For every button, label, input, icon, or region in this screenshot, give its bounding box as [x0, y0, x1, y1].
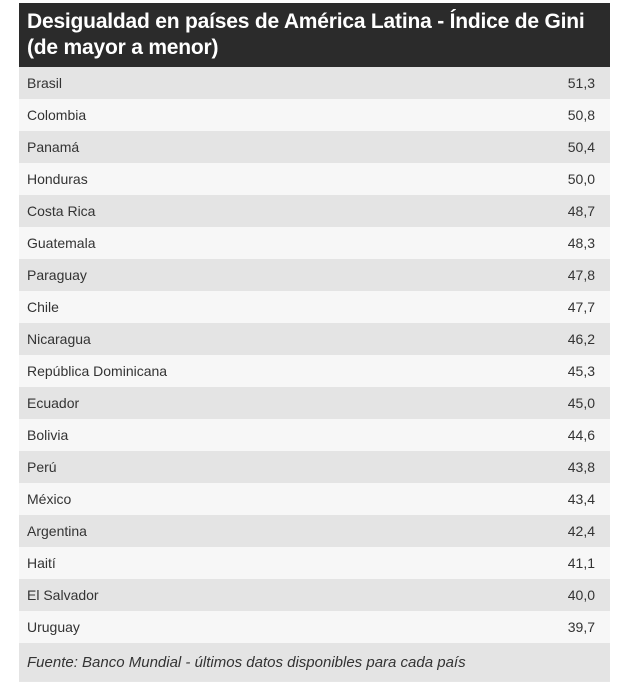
gini-value-cell: 45,3	[567, 363, 595, 379]
table-row	[19, 483, 610, 515]
gini-value-cell: 48,3	[567, 235, 595, 251]
table-row	[19, 419, 610, 451]
table-row	[19, 611, 610, 643]
table-row	[19, 291, 610, 323]
table-row	[19, 387, 610, 419]
country-cell: Chile	[27, 299, 59, 315]
gini-value-cell: 43,4	[567, 491, 595, 507]
gini-value-cell: 40,0	[567, 587, 595, 603]
gini-value-cell: 46,2	[567, 331, 595, 347]
table-row	[19, 99, 610, 131]
country-cell: Argentina	[27, 523, 87, 539]
gini-value-cell: 47,7	[567, 299, 595, 315]
table-row	[19, 195, 610, 227]
gini-value-cell: 41,1	[567, 555, 595, 571]
country-cell: Nicaragua	[27, 331, 91, 347]
country-cell: Haití	[27, 555, 56, 571]
table-title: Desigualdad en países de América Latina - Índice de Gini (de mayor a menor)	[19, 3, 610, 67]
country-cell: Costa Rica	[27, 203, 96, 219]
gini-value-cell: 48,7	[567, 203, 595, 219]
table-row	[19, 131, 610, 163]
country-cell: Perú	[27, 459, 57, 475]
table-row	[19, 515, 610, 547]
country-cell: Honduras	[27, 171, 88, 187]
table-row	[19, 547, 610, 579]
table-row	[19, 579, 610, 611]
gini-value-cell: 47,8	[567, 267, 595, 283]
gini-value-cell: 44,6	[567, 427, 595, 443]
country-cell: Guatemala	[27, 235, 96, 251]
country-cell: Ecuador	[27, 395, 80, 411]
table-body	[19, 67, 610, 643]
gini-value-cell: 50,0	[567, 171, 595, 187]
country-cell: Colombia	[27, 107, 87, 123]
country-cell: Uruguay	[27, 619, 80, 635]
table-row	[19, 67, 610, 99]
gini-value-cell: 43,8	[567, 459, 595, 475]
table-row	[19, 227, 610, 259]
gini-table	[19, 3, 610, 682]
country-cell: México	[27, 491, 72, 507]
country-cell: El Salvador	[27, 587, 99, 603]
table-row	[19, 323, 610, 355]
gini-value-cell: 42,4	[567, 523, 595, 539]
country-cell: República Dominicana	[27, 363, 168, 379]
gini-value-cell: 39,7	[567, 619, 595, 635]
gini-value-cell: 50,4	[567, 139, 595, 155]
table-row	[19, 259, 610, 291]
gini-value-cell: 50,8	[567, 107, 595, 123]
country-cell: Bolivia	[27, 427, 69, 443]
source-note: Fuente: Banco Mundial - últimos datos disponibles para cada país	[19, 643, 610, 681]
country-cell: Paraguay	[27, 267, 87, 283]
gini-value-cell: 51,3	[567, 75, 595, 91]
gini-value-cell: 45,0	[567, 395, 595, 411]
table-row	[19, 355, 610, 387]
country-cell: Panamá	[27, 139, 80, 155]
table-row	[19, 451, 610, 483]
country-cell: Brasil	[27, 75, 63, 91]
table-row	[19, 163, 610, 195]
